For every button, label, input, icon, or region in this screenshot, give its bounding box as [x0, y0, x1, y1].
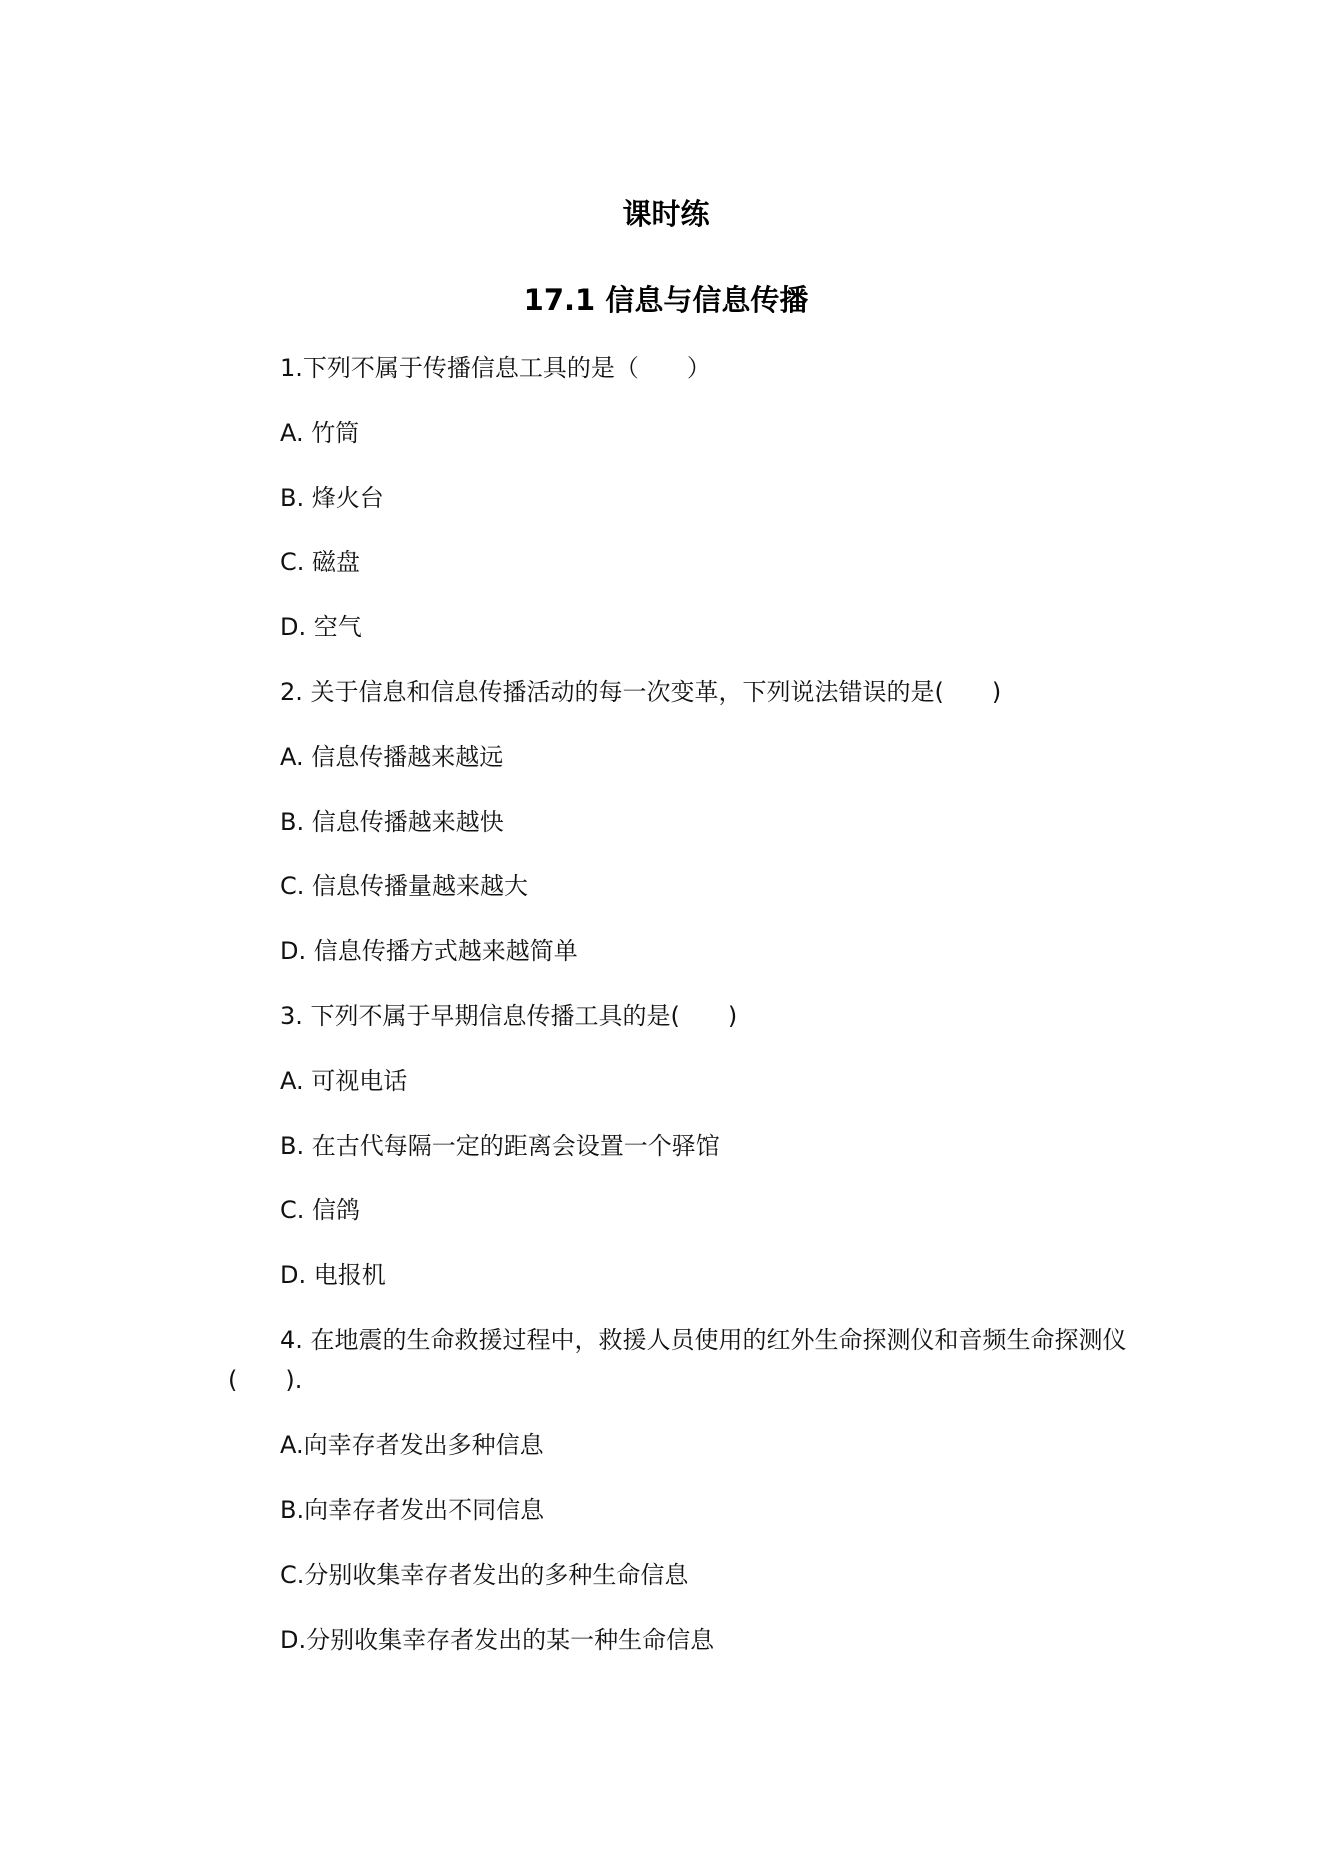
question-4-option-c: C.分别收集幸存者发出的多种生命信息 — [280, 1561, 689, 1589]
question-3-stem: 3. 下列不属于早期信息传播工具的是( ) — [280, 1002, 738, 1030]
question-3-option-b: B. 在古代每隔一定的距离会设置一个驿馆 — [280, 1132, 720, 1160]
question-1-option-d: D. 空气 — [280, 613, 362, 641]
question-4-option-b: B.向幸存者发出不同信息 — [280, 1496, 545, 1524]
question-1-option-c: C. 磁盘 — [280, 548, 361, 576]
question-2-option-c: C. 信息传播量越来越大 — [280, 872, 529, 900]
question-3-option-d: D. 电报机 — [280, 1261, 386, 1289]
question-1-stem: 1.下列不属于传播信息工具的是（ ） — [280, 354, 711, 382]
question-2-option-d: D. 信息传播方式越来越简单 — [280, 937, 578, 965]
question-3-option-a: A. 可视电话 — [280, 1067, 408, 1095]
question-4-option-a: A.向幸存者发出多种信息 — [280, 1431, 544, 1459]
question-1-option-b: B. 烽火台 — [280, 484, 384, 512]
question-2-stem: 2. 关于信息和信息传播活动的每一次变革，下列说法错误的是( ) — [280, 678, 1002, 706]
question-3-option-c: C. 信鸽 — [280, 1196, 361, 1224]
question-4-stem-block — [228, 1320, 1148, 1400]
question-4-stem: 4. 在地震的生命救援过程中，救援人员使用的红外生命探测仪和音频生命探测仪( ). — [228, 1326, 1127, 1394]
question-1-option-a: A. 竹筒 — [280, 419, 360, 447]
document-subtitle: 17.1 信息与信息传播 — [523, 283, 809, 317]
question-2-option-a: A. 信息传播越来越远 — [280, 743, 504, 771]
question-2-option-b: B. 信息传播越来越快 — [280, 808, 504, 836]
document-title: 课时练 — [622, 197, 710, 231]
question-4-option-d: D.分别收集幸存者发出的某一种生命信息 — [280, 1626, 715, 1654]
